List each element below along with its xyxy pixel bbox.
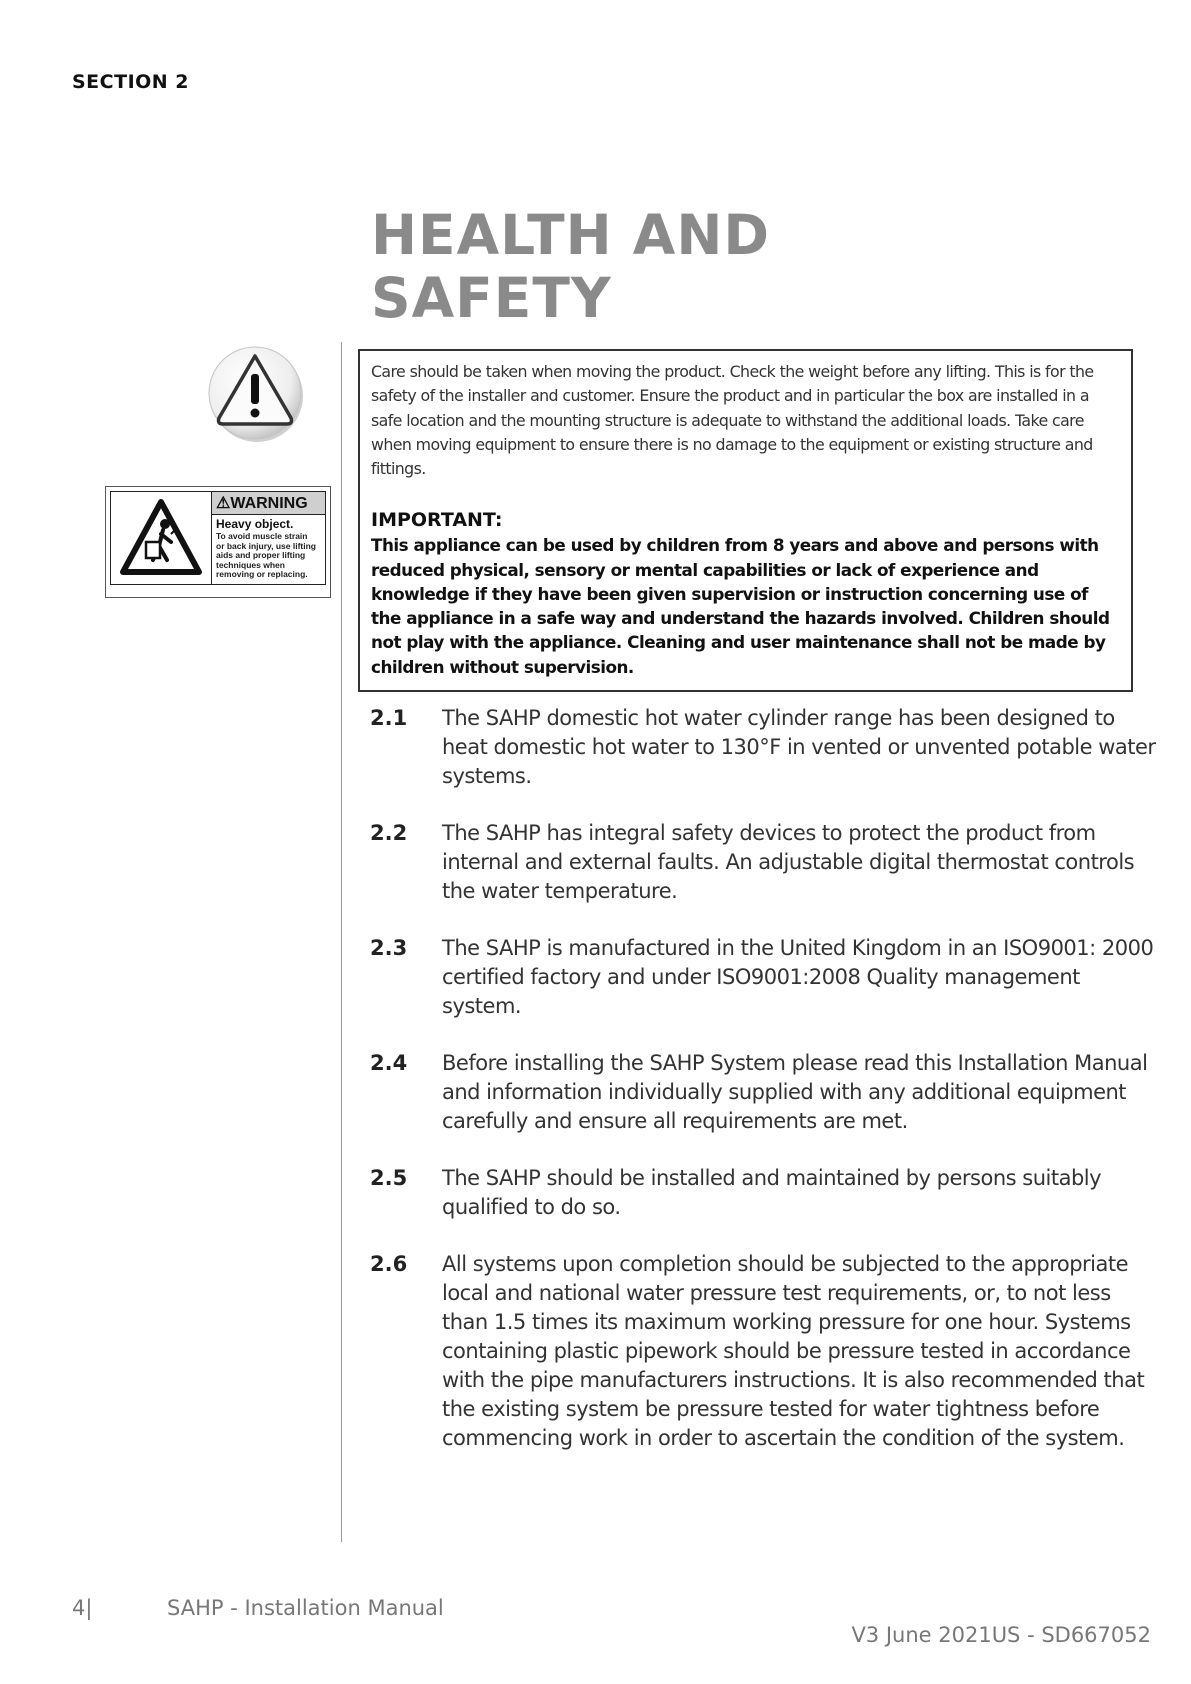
document-version: V3 June 2021US - SD667052 bbox=[851, 1623, 1151, 1647]
clause-list bbox=[370, 704, 1160, 1481]
clause-item bbox=[370, 704, 1160, 791]
clause-item bbox=[370, 1164, 1160, 1222]
warning-text-line: To avoid muscle strain bbox=[216, 531, 308, 541]
vertical-divider bbox=[341, 342, 342, 1542]
warning-header: ⚠WARNING bbox=[212, 492, 325, 515]
caution-icon bbox=[207, 344, 307, 444]
clause-number: 2.1 bbox=[370, 706, 408, 730]
warning-title: Heavy object. bbox=[216, 517, 294, 531]
page-title-line-2: SAFETY bbox=[371, 266, 612, 330]
page-title bbox=[371, 204, 770, 330]
page-number: 4| bbox=[72, 1596, 93, 1620]
warning-text-line: techniques when bbox=[216, 559, 285, 570]
clause-item bbox=[370, 1250, 1160, 1453]
clause-text: Before installing the SAHP System please read this Installation Manual and information individually supplied with any additional equipment carefully and ensure all requirements are met. bbox=[442, 1051, 1148, 1133]
heavy-object-warning-label bbox=[105, 486, 331, 598]
clause-number: 2.6 bbox=[370, 1252, 408, 1276]
warning-text-line: or back injury, use lifting bbox=[216, 540, 316, 551]
clause-text: The SAHP is manufactured in the United Kingdom in an ISO9001: 2000 certified factory and under ISO9001:2008 Quality management system. bbox=[442, 936, 1154, 1018]
lifting-hazard-icon bbox=[119, 498, 203, 578]
clause-number: 2.5 bbox=[370, 1166, 408, 1190]
clause-number: 2.3 bbox=[370, 936, 408, 960]
notice-text: Care should be taken when moving the product. Check the weight before any lifting. This is for the safety of the installer and customer. Ensure the product and in particular the box are installed in a safe location and the mounting structure is adequate to withstand the additional loads. Take care when moving equipment to ensure there is no damage to the equipment or existing structure and fittings. bbox=[371, 362, 1094, 479]
clause-item bbox=[370, 819, 1160, 906]
section-label: SECTION 2 bbox=[72, 71, 190, 93]
clause-text: All systems upon completion should be subjected to the appropriate local and national water pressure test requirements, or, to not less than 1.5 times its maximum working pressure for one hour. Systems containing plastic pipework should be pressure tested in accordance with the pipe manufacturers instructions. It is also recommended that the existing system be pressure tested for water tightness before commencing work in order to ascertain the condition of the system. bbox=[442, 1252, 1145, 1450]
safety-notice-box bbox=[358, 349, 1133, 692]
clause-text: The SAHP domestic hot water cylinder range has been designed to heat domestic hot water to 130°F in vented or unvented potable water systems. bbox=[442, 706, 1156, 788]
warning-text bbox=[212, 531, 325, 581]
clause-number: 2.4 bbox=[370, 1051, 408, 1075]
warning-text-line: aids and proper lifting bbox=[216, 550, 306, 560]
important-heading: IMPORTANT: bbox=[371, 509, 503, 532]
important-text: This appliance can be used by children from 8 years and above and persons with reduced physical, sensory or mental capabilities or lack of experience and knowledge if they have been given supervision or instruction concerning use of the appliance in a safe way and understand the hazards involved. Children should not play with the appliance. Cleaning and user maintenance shall not be made by children without supervision. bbox=[371, 535, 1110, 677]
clause-number: 2.2 bbox=[370, 821, 408, 845]
clause-item bbox=[370, 1049, 1160, 1136]
clause-text: The SAHP should be installed and maintained by persons suitably qualified to do so. bbox=[442, 1166, 1102, 1219]
clause-text: The SAHP has integral safety devices to protect the product from internal and external faults. An adjustable digital thermostat controls the water temperature. bbox=[442, 821, 1135, 903]
clause-item bbox=[370, 934, 1160, 1021]
warning-text-line: removing or replacing. bbox=[216, 569, 308, 579]
document-title: SAHP - Installation Manual bbox=[167, 1596, 444, 1620]
page-title-line-1: HEALTH AND bbox=[371, 203, 771, 267]
